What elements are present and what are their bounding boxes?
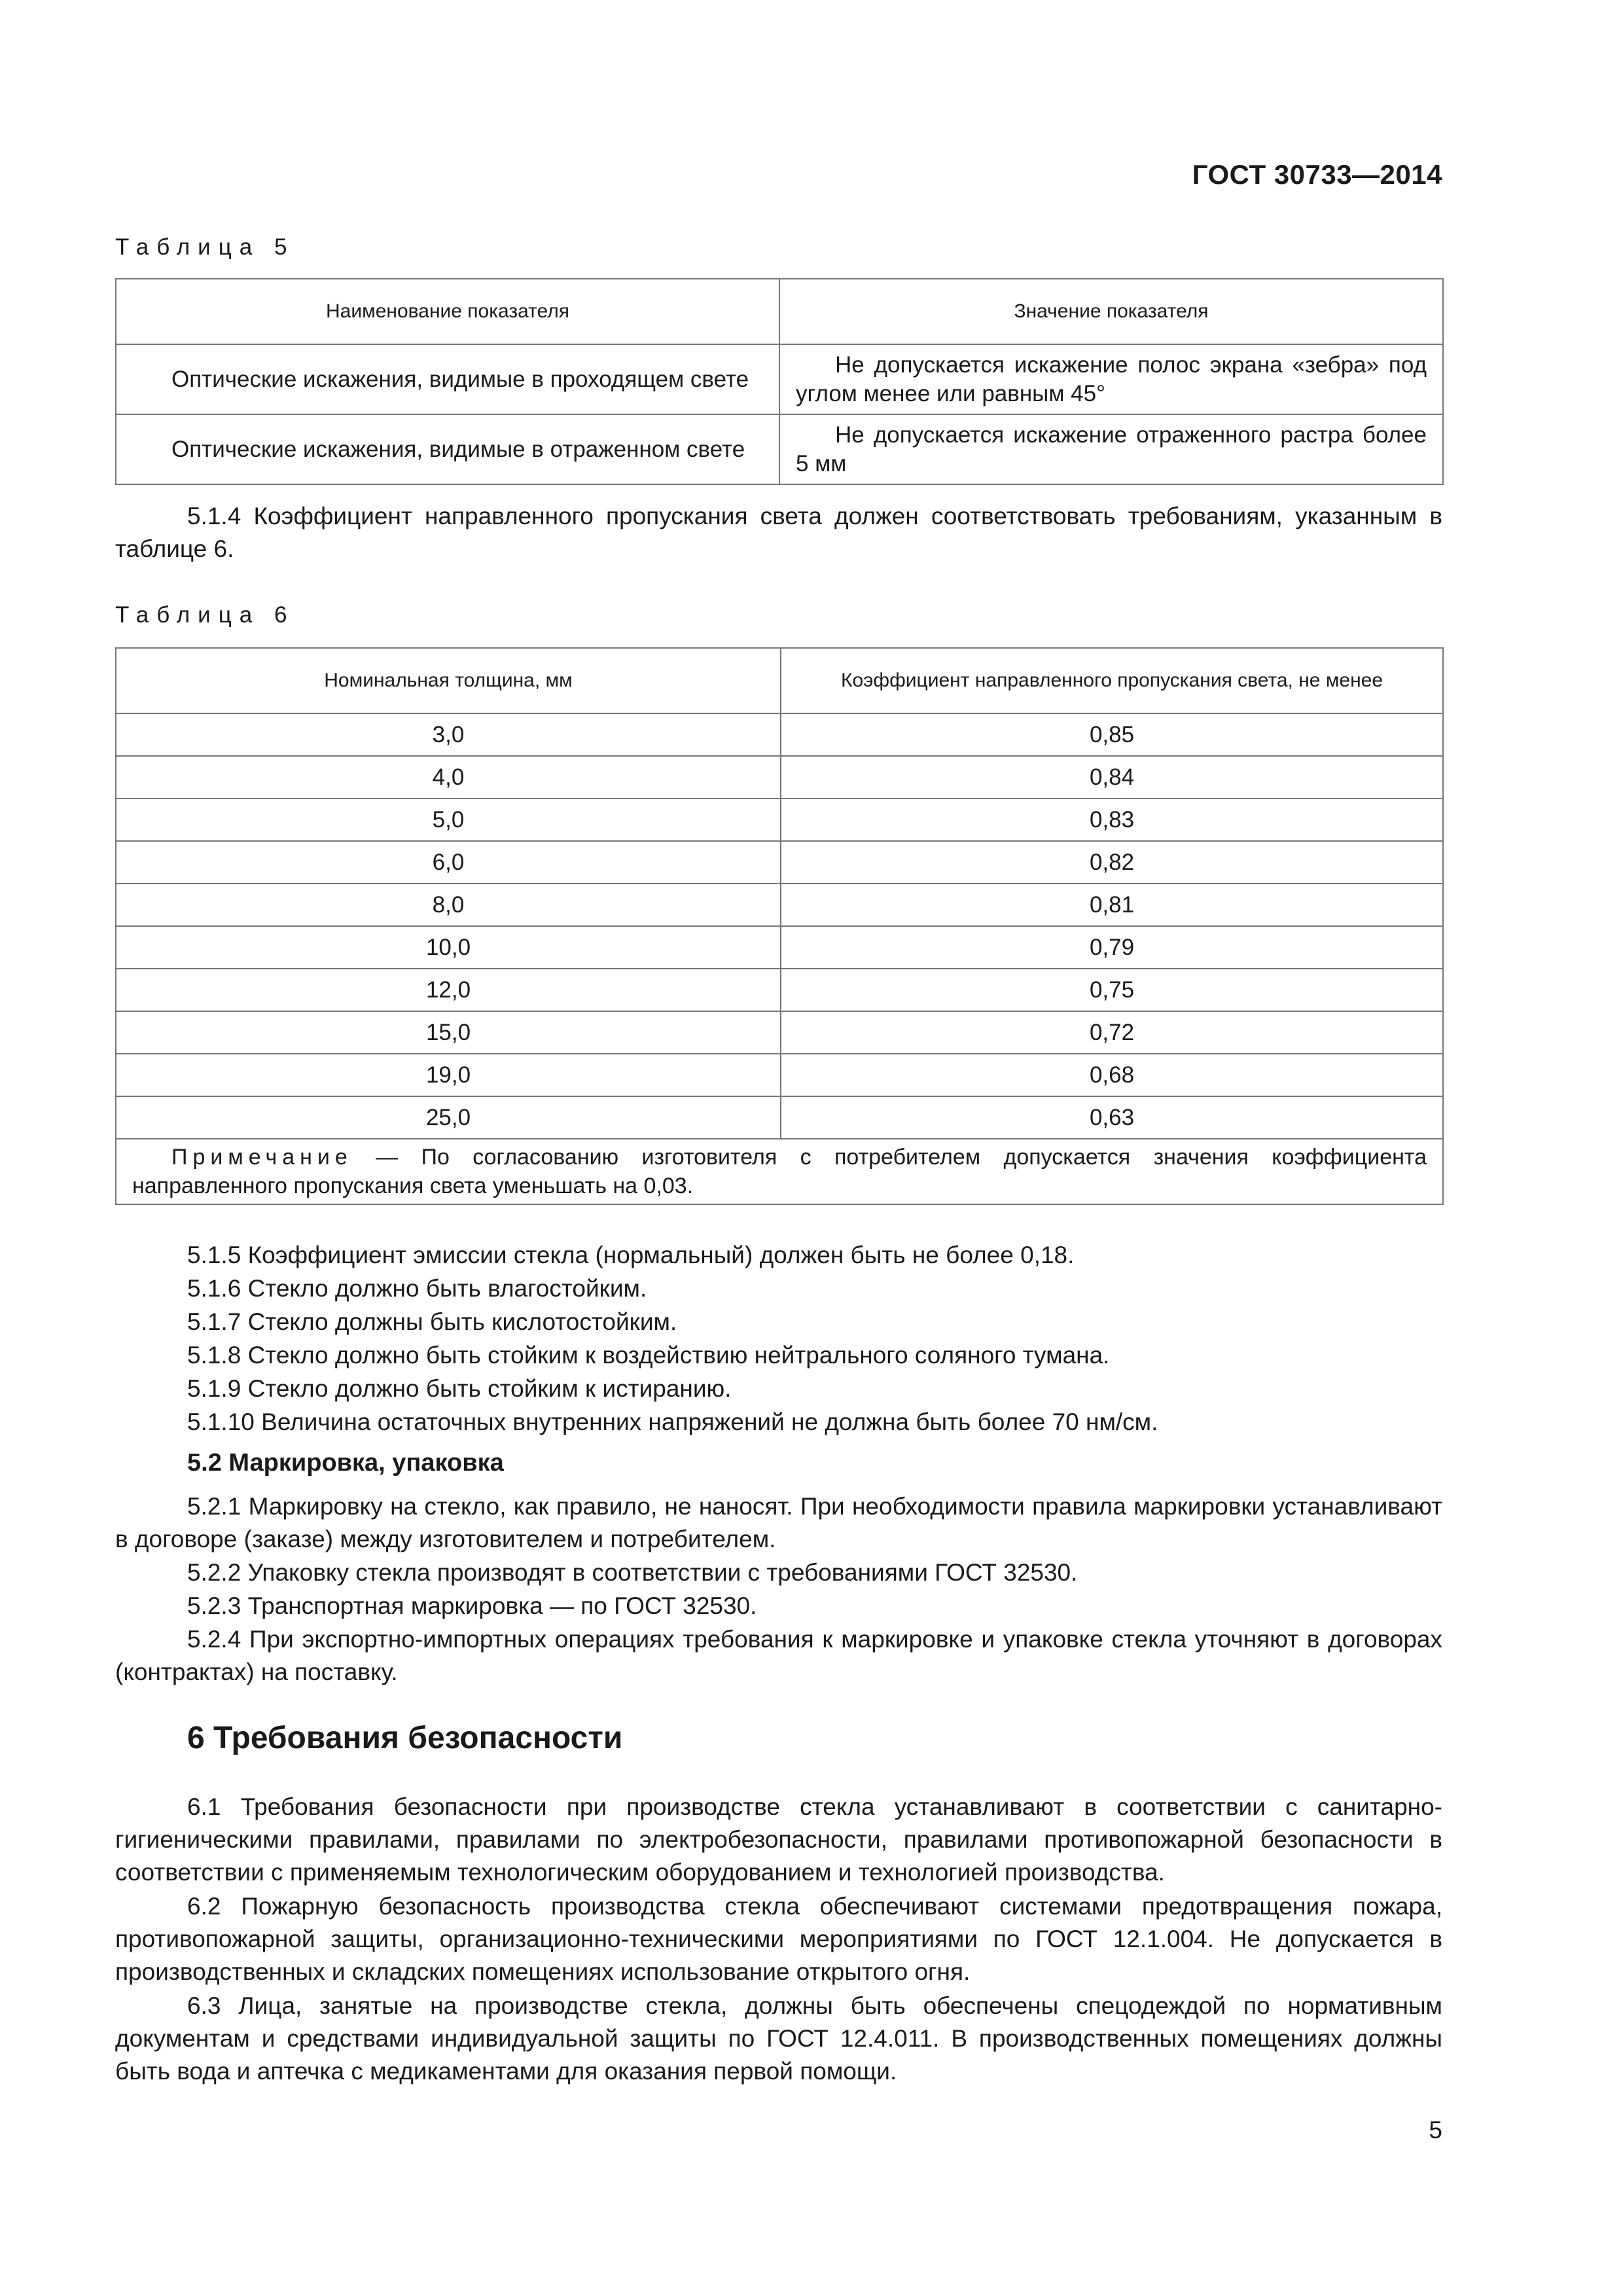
table-header-row: [116, 648, 1443, 713]
thickness-cell: 12,0: [116, 969, 781, 1011]
table-5-caption: Таблица 5: [115, 234, 295, 260]
thickness-cell: 25,0: [116, 1096, 781, 1139]
table-note-row: [116, 1139, 1443, 1204]
coefficient-cell: 0,81: [781, 884, 1443, 926]
thickness-cell: 15,0: [116, 1011, 781, 1054]
table-cell: Не допускается искажение полос экрана «зебра» под углом менее или равным 45°: [779, 344, 1443, 414]
column-header: Значение показателя: [779, 279, 1443, 344]
thickness-cell: 5,0: [116, 798, 781, 841]
coefficient-cell: 0,63: [781, 1096, 1443, 1139]
table-row: [116, 969, 1443, 1011]
table-6-caption: Таблица 6: [115, 602, 295, 628]
table-cell: Оптические искажения, видимые в отраженном свете: [116, 414, 779, 484]
document-code-header: ГОСТ 30733—2014: [1192, 159, 1442, 190]
note-text: — По согласованию изготовителя с потребителем допускается значения коэффициента направленного пропускания света уменьшать на 0,03.: [132, 1145, 1427, 1198]
table-row: [116, 926, 1443, 969]
paragraph-5-2-3: 5.2.3 Транспортная маркировка — по ГОСТ 32530.: [187, 1592, 757, 1619]
paragraph-5-1-4: 5.1.4 Коэффициент направленного пропускания света должен соответствовать требованиям, указанным в таблице 6.: [115, 503, 1442, 562]
table-row: [116, 344, 1443, 414]
table-row: [116, 841, 1443, 884]
note-label: Примечание: [171, 1145, 353, 1170]
page-number: 5: [1429, 2117, 1442, 2144]
table-row: [116, 756, 1443, 798]
paragraph-5-2-1: 5.2.1 Маркировку на стекло, как правило, не наносят. При необходимости правила маркировки устанавливают в договоре (заказе) между изготовителем и потребителем.: [115, 1493, 1442, 1552]
item-5-1-7: 5.1.7 Стекло должны быть кислотостойким.: [187, 1308, 677, 1335]
paragraph-5-2-4: 5.2.4 При экспортно-импортных операциях требования к маркировке и упаковке стекла уточняют в договорах (контрактах) на поставку.: [115, 1626, 1442, 1685]
paragraph-6-3: 6.3 Лица, занятые на производстве стекла, должны быть обеспечены спецодеждой по нормативным документам и средствами индивидуальной защиты по ГОСТ 12.4.011. В производственных помещениях должны быть вода и аптечка с медикаментами для оказания первой помощи.: [115, 1992, 1442, 2085]
thickness-cell: 6,0: [116, 841, 781, 884]
paragraph-6-1: 6.1 Требования безопасности при производстве стекла устанавливают в соответствии с санитарно-гигиеническими правилами, правилами по электробезопасности, правилами противопожарной безопасности в соответствии с применяемым технологическим оборудованием и технологией производства.: [115, 1793, 1442, 1886]
thickness-cell: 8,0: [116, 884, 781, 926]
column-header: Наименование показателя: [116, 279, 779, 344]
column-header: Номинальная толщина, мм: [116, 648, 781, 713]
section-5-2-heading: 5.2 Маркировка, упаковка: [187, 1449, 504, 1477]
thickness-cell: 10,0: [116, 926, 781, 969]
coefficient-cell: 0,79: [781, 926, 1443, 969]
item-5-1-5: 5.1.5 Коэффициент эмиссии стекла (нормальный) должен быть не более 0,18.: [187, 1242, 1075, 1268]
coefficient-cell: 0,72: [781, 1011, 1443, 1054]
coefficient-cell: 0,83: [781, 798, 1443, 841]
document-page: [115, 0, 1442, 2296]
table-row: [116, 1011, 1443, 1054]
table-6: [115, 647, 1444, 1205]
coefficient-cell: 0,82: [781, 841, 1443, 884]
coefficient-cell: 0,85: [781, 713, 1443, 756]
table-cell: Оптические искажения, видимые в проходящем свете: [116, 344, 779, 414]
paragraph-6-2: 6.2 Пожарную безопасность производства стекла обеспечивают системами предотвращения пожара, противопожарной защиты, организационно-техническими мероприятиями по ГОСТ 12.1.004. Не допускается в производственных и складских помещениях использование открытого огня.: [115, 1893, 1442, 1985]
item-5-1-9: 5.1.9 Стекло должно быть стойким к истиранию.: [187, 1375, 732, 1402]
table-row: [116, 1096, 1443, 1139]
coefficient-cell: 0,84: [781, 756, 1443, 798]
table-row: [116, 713, 1443, 756]
table-cell: Не допускается искажение отраженного растра более 5 мм: [779, 414, 1443, 484]
item-5-1-6: 5.1.6 Стекло должно быть влагостойким.: [187, 1275, 647, 1302]
table-row: [116, 798, 1443, 841]
table-row: [116, 884, 1443, 926]
section-6-heading: 6 Требования безопасности: [187, 1721, 623, 1755]
column-header: Коэффициент направленного пропускания света, не менее: [781, 648, 1443, 713]
table-row: [116, 1054, 1443, 1096]
coefficient-cell: 0,68: [781, 1054, 1443, 1096]
thickness-cell: 3,0: [116, 713, 781, 756]
paragraph-5-2-2: 5.2.2 Упаковку стекла производят в соответствии с требованиями ГОСТ 32530.: [187, 1559, 1078, 1586]
item-5-1-8: 5.1.8 Стекло должно быть стойким к воздействию нейтрального соляного тумана.: [187, 1342, 1110, 1369]
item-5-1-10: 5.1.10 Величина остаточных внутренних напряжений не должна быть более 70 нм/см.: [187, 1408, 1158, 1435]
table-note: [116, 1139, 1443, 1204]
coefficient-cell: 0,75: [781, 969, 1443, 1011]
thickness-cell: 19,0: [116, 1054, 781, 1096]
table-5: [115, 278, 1444, 485]
thickness-cell: 4,0: [116, 756, 781, 798]
table-header-row: [116, 279, 1443, 344]
table-row: [116, 414, 1443, 484]
